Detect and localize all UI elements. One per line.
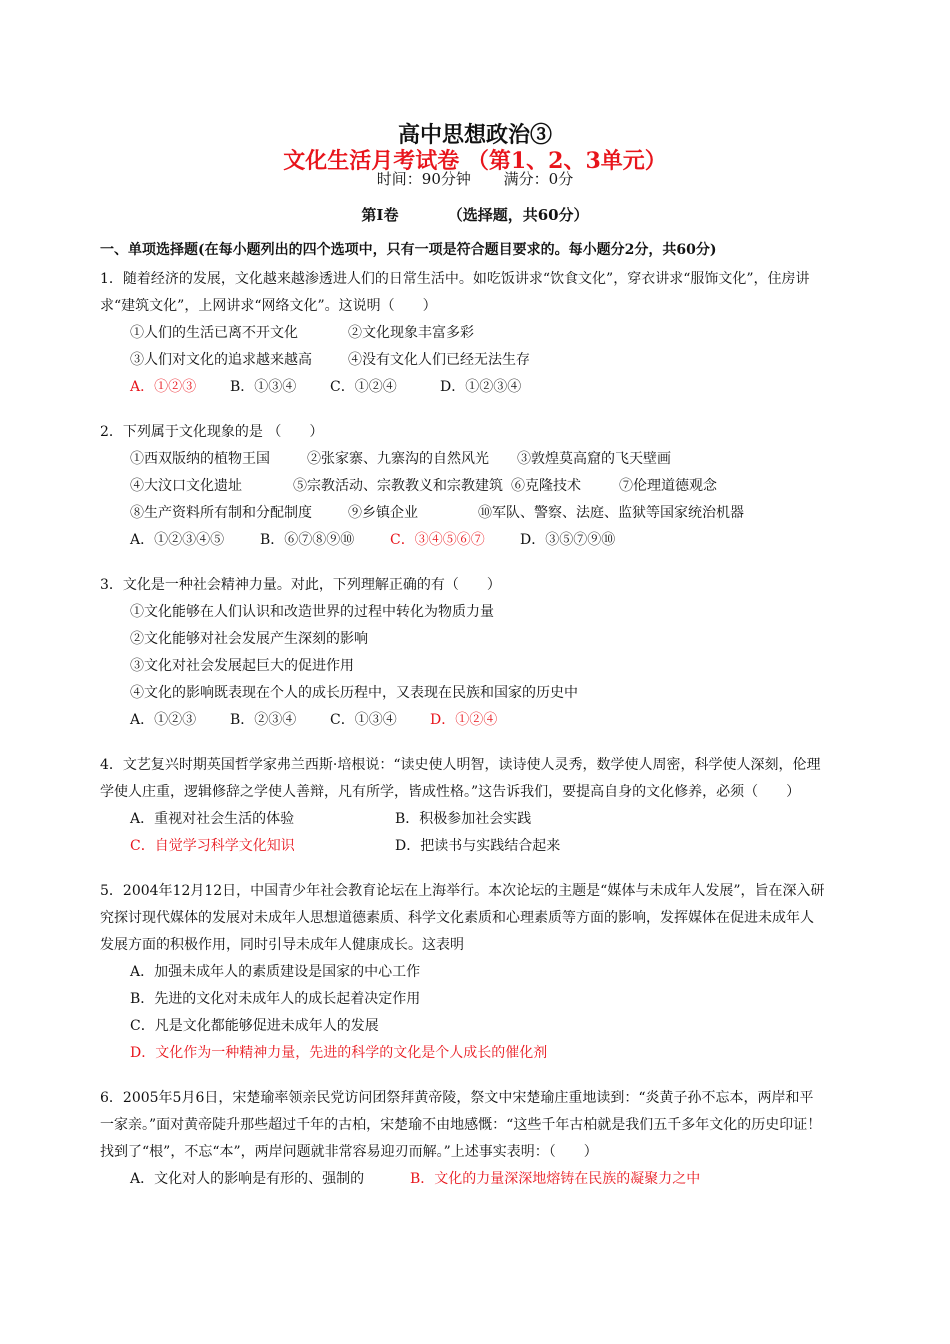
option-c-answer: C．自觉学习科学文化知识 (130, 838, 295, 854)
question-5 (100, 878, 825, 1067)
question-4 (100, 752, 825, 860)
exam-title: 高中思想政治③ (397, 122, 552, 148)
part-heading (0, 204, 950, 225)
exam-time: 时间：90分钟 (376, 170, 471, 188)
statement: ①文化能够在人们认识和改造世界的过程中转化为物质力量 (130, 604, 494, 620)
exam-body (100, 238, 825, 1211)
option-c: C．①②④ (330, 379, 397, 395)
option-a: A．①②③ (130, 712, 197, 728)
option-b: B．②③④ (230, 712, 297, 728)
statement: ②文化现象丰富多彩 (348, 325, 474, 341)
question-3 (100, 572, 825, 734)
section-heading: 一、单项选择题(在每小题列出的四个选项中，只有一项是符合题目要求的。每小题分2分，共60分) (100, 242, 717, 258)
option-b: B．先进的文化对未成年人的成长起着决定作用 (130, 991, 421, 1007)
statement: ③敦煌莫高窟的飞天壁画 (517, 451, 671, 467)
part-desc: （选择题，共60分） (447, 206, 589, 224)
option-b: B．积极参加社会实践 (395, 811, 532, 827)
option-d: D．把读书与实践结合起来 (395, 838, 561, 854)
statement: ⑧生产资料所有制和分配制度 (130, 505, 312, 521)
statement: ①西双版纳的植物王国 (130, 451, 270, 467)
question-stem: 4．文艺复兴时期英国哲学家弗兰西斯·培根说：“读史使人明智，读诗使人灵秀，数学使人周密，科学使人深刻，伦理学使人庄重，逻辑修辞之学使人善辩，凡有所学，皆成性格。”这告诉我们，要提高自身的文化修养，必须（ ） (100, 757, 821, 800)
option-d-answer: D．文化作为一种精神力量，先进的科学的文化是个人成长的催化剂 (130, 1045, 548, 1061)
question-stem: 6．2005年5月6日，宋楚瑜率领亲民党访问团祭拜黄帝陵，祭文中宋楚瑜庄重地读到：“炎黄子孙不忘本，两岸和平一家亲。”面对黄帝陡升那些超过千年的古柏，宋楚瑜不由地感慨：“这些千年古柏就是我们五千多年文化的历史印证！找到了“根”，不忘“本”，两岸问题就非常容易迎刃而解。”上述事实表明：（ ） (100, 1090, 822, 1160)
statement: ②张家寨、九寨沟的自然风光 (307, 451, 489, 467)
statement: ⑨乡镇企业 (348, 505, 418, 521)
option-c-answer: C．③④⑤⑥⑦ (390, 532, 485, 548)
option-a: A．文化对人的影响是有形的、强制的 (130, 1171, 365, 1187)
option-a: A．重视对社会生活的体验 (130, 811, 295, 827)
option-d-answer: D．①②④ (430, 712, 498, 728)
question-1 (100, 266, 825, 401)
statement: ③人们对文化的追求越来越高 (130, 352, 312, 368)
statement: ④没有文化人们已经无法生存 (348, 352, 530, 368)
statement: ①人们的生活已离不开文化 (130, 325, 298, 341)
question-stem: 5．2004年12月12日，中国青少年社会教育论坛在上海举行。本次论坛的主题是“媒体与未成年人发展”，旨在深入研究探讨现代媒体的发展对未成年人思想道德素质、科学文化素质和心理素质等方面的影响，发挥媒体在促进未成年人发展方面的积极作用，同时引导未成年人健康成长。这表明 (100, 883, 825, 953)
statement: ④大汶口文化遗址 (130, 478, 242, 494)
option-a: A．加强未成年人的素质建设是国家的中心工作 (130, 964, 421, 980)
question-stem: 1．随着经济的发展，文化越来越渗透进人们的日常生活中。如吃饭讲求“饮食文化”，穿衣讲求“服饰文化”，住房讲求“建筑文化”，上网讲求“网络文化”。这说明（ ） (100, 271, 810, 314)
part-label: 第Ⅰ卷 (361, 206, 399, 224)
option-c: C．凡是文化都能够促进未成年人的发展 (130, 1018, 379, 1034)
option-b-answer: B．文化的力量深深地熔铸在民族的凝聚力之中 (410, 1171, 701, 1187)
option-d: D．①②③④ (440, 379, 522, 395)
question-stem: 2．下列属于文化现象的是 （ ） (100, 424, 324, 440)
statement: ③文化对社会发展起巨大的促进作用 (130, 658, 354, 674)
option-c: C．①③④ (330, 712, 397, 728)
statement: ⑤宗教活动、宗教教义和宗教建筑 (293, 478, 503, 494)
question-6 (100, 1085, 825, 1193)
statement: ⑩军队、警察、法庭、监狱等国家统治机器 (478, 505, 744, 521)
exam-meta (0, 168, 950, 189)
option-a: A．①②③④⑤ (130, 532, 225, 548)
exam-subtitle: 文化生活月考试卷 （第1、2、3单元） (283, 148, 667, 174)
option-d: D．③⑤⑦⑨⑩ (520, 532, 616, 548)
question-2 (100, 419, 825, 554)
option-a-answer: A．①②③ (130, 379, 197, 395)
exam-score: 满分：0分 (503, 170, 574, 188)
question-stem: 3．文化是一种社会精神力量。对此，下列理解正确的有（ ） (100, 577, 501, 593)
option-b: B．①③④ (230, 379, 297, 395)
statement: ⑦伦理道德观念 (619, 478, 717, 494)
statement: ⑥克隆技术 (511, 478, 581, 494)
statement: ②文化能够对社会发展产生深刻的影响 (130, 631, 368, 647)
option-b: B．⑥⑦⑧⑨⑩ (260, 532, 355, 548)
statement: ④文化的影响既表现在个人的成长历程中，又表现在民族和国家的历史中 (130, 685, 578, 701)
